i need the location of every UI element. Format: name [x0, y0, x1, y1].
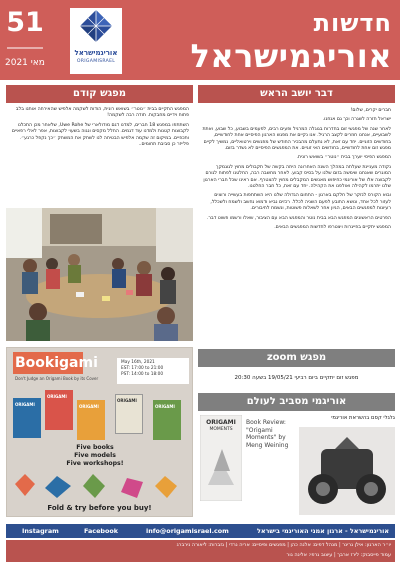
zoom-text: מפגש זום יתקיים ביום רביעי 19/05/21 בשעה 20:30: [234, 375, 359, 381]
issue-date: מאי 2021: [5, 58, 45, 68]
chair-paragraph: נקודה מעניינת שעלתה במהלך השנה האחרונה היתה בקשה של תקבולים מחוץ לגוגמקך המוגרים שאנחנו שימשה בזום שלנו על בסיס קבוע. לאחר מחשבה רבה, החלטנו לפתוח לגורם לקבוצה אלו של אוריגמי כחיפוש מאנשים המקבלים מחוץ להצטרף. אם ראינו שכל חברי הארגון שלנו יתרמו לקהילה ואולפנו את הקהילה. יחד עם זאת, כל חבר החלטנו.: [203, 164, 391, 190]
world-item-book-review[interactable]: [198, 415, 294, 515]
wheels-caption: גלגלי קסם בהשראת אוריגמי: [331, 415, 395, 422]
chair-paragraph: ישראל חזרה לשגרה וכך גם אנחנו.: [322, 117, 391, 123]
world-heading: אוריגמי מסביב לעולם: [198, 393, 395, 411]
right-column: [198, 85, 395, 515]
credits-line-1: יו״ר הארגון: אילן גרינר | מנהל דפים: אלנה כהן | מפגשים ופיסיים: אריה נרדי | גזברות: ליאורה נירברג: [176, 542, 391, 548]
bookigami-tagline: Fold & try before you buy!: [47, 504, 152, 512]
wheels-image: [299, 427, 395, 515]
zoom-heading: מפגש zoom: [198, 349, 395, 367]
books-row: [13, 390, 188, 444]
bookigami-tag: Five models: [74, 452, 116, 459]
book-label: ORIGAMI: [47, 394, 67, 399]
footer-instagram-link[interactable]: Instagram: [22, 527, 59, 535]
book-label: ORIGAMI: [79, 404, 99, 409]
logo-name-en: ORIGAMISRAEL: [76, 59, 116, 64]
previous-heading: מפגש קודם: [6, 85, 193, 103]
footer-facebook-link[interactable]: Facebook: [84, 527, 119, 535]
book-title-2: MOMENTS: [209, 427, 233, 433]
footer-email-link[interactable]: info@origamisrael.com: [146, 527, 229, 535]
chair-paragraph: ובוא הקורס לנזקר של חלקם בארגון - התחום הגדולה שלנו היא השתתפות בעשייה ורוצים לעזור לכל אחד, ונושא התובע לפעם השניה לכלל. רכזים נביא ודמוא נחשב ולשמח ולשכלל, רעיונות למפגשים הבאים, הגיון אחר לשאלות פשוטות, ונשמח לחיבורים.: [210, 193, 391, 212]
previous-article: [6, 103, 193, 203]
chair-paragraph: הפרטים הראשונים המפגש הבא בבית נוטר והמפגש הבא עם הציבור, שאלו ורשמו פשוט דבר.: [206, 215, 391, 221]
book-label: ORIGAMI: [117, 398, 137, 403]
logo: [70, 8, 122, 74]
event-pst: PST: 14:00 to 18:00: [121, 371, 164, 377]
book-label: ORIGAMI: [15, 402, 35, 407]
chair-paragraph: המפגש יתקיים בפייגרות ויצטרפו לחדשות המפגשים הבאים.: [274, 225, 391, 231]
world-item-wheels[interactable]: [299, 415, 395, 515]
bookigami-event-info: [117, 358, 189, 384]
chair-article: [198, 103, 395, 346]
chair-paragraph: המפגש הפיסי יוערך בבית ״נוטר״ בשואש רונית.: [296, 155, 391, 161]
bookigami-title: Bookigami: [15, 355, 98, 371]
bookigami-subtitle: Don't Judge an Origami Book by its Cover: [15, 376, 99, 381]
book-title: ORIGAMI: [206, 419, 236, 427]
origami-models-image: [15, 472, 185, 502]
book-label: ORIGAMI: [155, 404, 175, 409]
chair-paragraph: לאחר שנה של מפגשי זום בחדרות בגוגלה המרגיל ופעים רבים, לפעמים בשבוע, כל שבוע, ואתת לשבועיים, אנחנו חוזרים לקצב הרגיל. אנו נקיים את מפגש הארגון הפיסיים אחת לחודשיים, בחודשים הזוגיים. יחד עם זאת, לא נתעלם מהבכיר החודש של מפגשים וירטואליים, נמשיך לקיים מפגש זום אחת לחודשיים, בחודשים האי זוגיים. את המפגשים הפיסיים לא נשדר בזום.: [202, 126, 391, 152]
divider-line: [7, 40, 43, 56]
logo-name: אוריגמישראל: [74, 49, 118, 57]
origami-logo-icon: [80, 10, 112, 42]
book-review-caption: Book Review: "Origami Moments" by Meng Weining: [246, 419, 289, 449]
newsletter-subtitle: אוריגמישראל: [190, 37, 392, 75]
left-column: [6, 85, 193, 203]
world-items: [198, 415, 395, 515]
event-date: May 16th, 2021: [121, 360, 155, 365]
bookigami-tags: [63, 444, 127, 468]
masthead: [0, 0, 400, 80]
footer-org-name: אוריגמישראל - ארגון אמני האוריגמי בישראל: [256, 527, 389, 535]
credits-line-2: עמוד פייסבוק: לירז ארבך | עיצוב גרפי: אלינה גור: [286, 552, 391, 558]
footer-links: [6, 524, 395, 538]
newsletter-title: חדשות: [313, 9, 392, 37]
issue-info: [5, 4, 55, 76]
footer-credits: [6, 540, 395, 562]
previous-paragraph: המפגש התקיים בבית ״נוטר״ בשואש רונית, הודות לשקמה אלפיש שהאירחה אותנו בלב פתוח וידיים מחבקות. תודה רבה לשקמה!: [15, 107, 189, 119]
bookigami-tag: Five books: [76, 444, 114, 451]
bookigami-flyer[interactable]: [6, 347, 193, 517]
issue-number: 51: [6, 7, 44, 38]
previous-paragraph: השתתפו במפגש 18 חברים, למדנו דגם מודולארי של Uwe Rohe, שלאחר מכן התכלנו לקבוצות קטנות ולמדנו עוד דגמים. החלל מקסים ונגוה בשעוי לקבוצות, אפר לאלי רפאיים ותכפיים. במיקום זה שקמה אלפיש הבטיחה לנו לשחק את המשחק ״כך נקפל כרגע״. פלייזר כן סביבת תחומים..: [11, 122, 189, 148]
chair-greeting: חברים יקרים, שלום!: [350, 108, 391, 113]
workshop-photo: [6, 208, 193, 341]
event-est: EST: 17:00 to 21:00: [121, 365, 164, 371]
book-cover: [200, 415, 242, 515]
chair-heading: דבר יושב הראש: [198, 85, 395, 103]
bookigami-tag: Five workshops!: [66, 460, 124, 467]
